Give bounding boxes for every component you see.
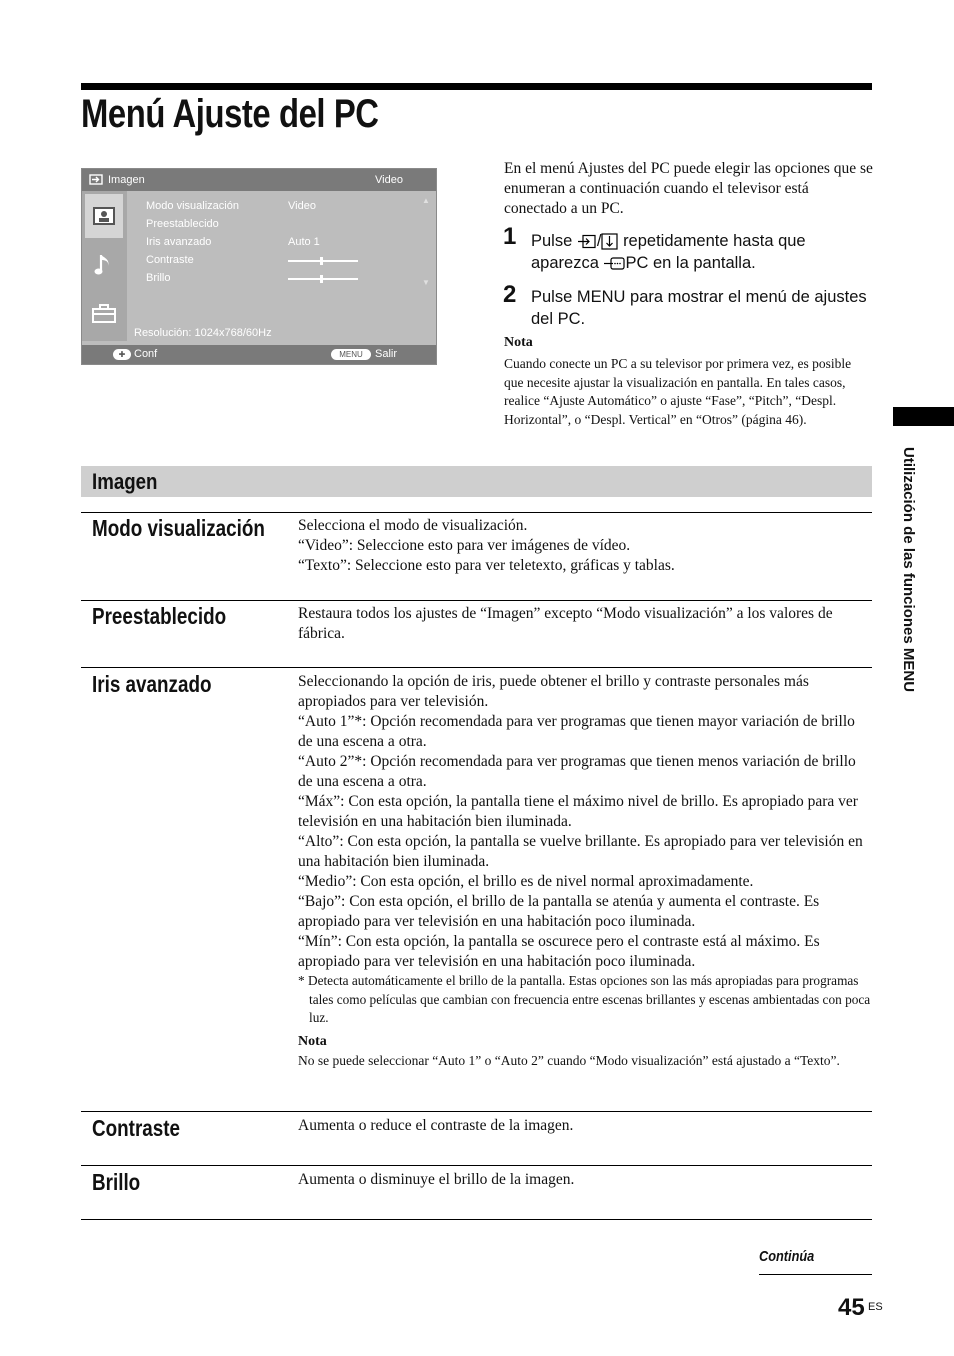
step-number: 1	[503, 223, 517, 250]
continue-label: Continúa	[759, 1248, 815, 1265]
row-divider	[81, 1111, 872, 1112]
contrast-slider	[288, 260, 358, 262]
note-heading: Nota	[504, 335, 533, 350]
tv-menu-item: Preestablecido	[146, 218, 219, 230]
row-body	[298, 1116, 872, 1136]
tv-input-icon	[601, 233, 618, 250]
tv-menu-footer-exit: Salir	[375, 348, 398, 360]
row-title: Iris avanzado	[92, 671, 212, 697]
note-text: Cuando conecte un PC a su televisor por primera vez, es posible que necesite ajustar la visualización en pantalla. En tales casos, realice “Ajuste Automático” o ajuste “Fase”, “Pitch”, “Despl. Horizontal”, o “Despl. Vertical” en “Otros” (página 46).	[504, 356, 852, 427]
section-heading-band	[81, 466, 872, 497]
row-divider	[81, 600, 872, 601]
scroll-up-icon: ▲	[422, 196, 430, 205]
section-heading: Imagen	[92, 469, 158, 494]
music-note-icon	[85, 243, 123, 287]
row-line: “Texto”: Seleccione esto para ver teletexto, gráficas y tablas.	[298, 557, 675, 574]
row-body	[298, 516, 872, 576]
tv-menu-item-value: Video	[288, 200, 316, 212]
row-body	[298, 1170, 872, 1190]
row-body	[298, 604, 872, 644]
step-number: 2	[503, 281, 517, 308]
tv-menu-item: Contraste	[146, 254, 194, 266]
row-line: Aumenta o reduce el contraste de la imagen.	[298, 1117, 574, 1134]
tv-menu-item-value: Auto 1	[288, 236, 320, 248]
tv-menu-header-mode: Video	[375, 174, 403, 186]
row-line: Aumenta o disminuye el brillo de la imagen.	[298, 1171, 575, 1188]
step-2-text: Pulse MENU para mostrar el menú de ajustes del PC.	[531, 288, 867, 328]
tv-menu-item: Iris avanzado	[146, 236, 212, 248]
tv-menu-item: Modo visualización	[146, 200, 239, 212]
row-title: Contraste	[92, 1115, 181, 1141]
row-divider	[81, 512, 872, 513]
pc-input-icon	[603, 256, 625, 271]
row-body	[298, 672, 872, 1070]
row-line: “Bajo”: Con esta opción, el brillo de la pantalla se atenúa y aumenta el contraste. Es apropiado para ver televisión en una habitación poco iluminada.	[298, 893, 820, 930]
row-line: Selecciona el modo de visualización.	[298, 517, 528, 534]
row-line: “Auto 1”*: Opción recomendada para ver programas que tienen mayor variación de brillo de una escena a otra.	[298, 713, 855, 750]
page-language: ES	[868, 1301, 883, 1313]
row-line: “Máx”: Con esta opción, la pantalla tiene el máximo nivel de brillo. Es apropiado para ver televisión en una habitación bien iluminada.	[298, 793, 858, 830]
step-1-text: Pulse / repetidamente hasta que aparezca PC en la pantalla.	[531, 232, 806, 272]
row-title: Modo visualización	[92, 515, 265, 541]
picture-icon	[85, 194, 123, 238]
side-tab-marker	[893, 407, 954, 426]
tv-menu-header	[82, 169, 436, 191]
row-title: Brillo	[92, 1169, 141, 1195]
input-icon	[89, 174, 103, 185]
row-title: Preestablecido	[92, 603, 227, 629]
continue-rule	[759, 1274, 872, 1275]
row-line: “Mín”: Con esta opción, la pantalla se oscurece pero el contraste está al máximo. Es apropiado para ver televisión en una habitación poco iluminada.	[298, 933, 820, 970]
menu-button-pill: MENU	[331, 349, 371, 360]
tv-menu-footer	[82, 345, 436, 364]
scroll-down-icon: ▼	[422, 278, 430, 287]
row-line: “Video”: Seleccione esto para ver imágenes de vídeo.	[298, 537, 631, 554]
page-number: 45	[838, 1294, 865, 1321]
note-heading: Nota	[298, 1033, 327, 1049]
tv-menu-resolution: Resolución: 1024x768/60Hz	[134, 327, 272, 339]
step-1-part-b: repetidamente hasta que aparezca	[531, 232, 806, 272]
side-tab-label	[895, 447, 919, 747]
row-divider	[81, 1165, 872, 1166]
dpad-icon: ✚	[113, 349, 131, 360]
brightness-slider	[288, 278, 358, 280]
row-line: Seleccionando la opción de iris, puede obtener el brillo y contraste personales más apropiados para ver televisión.	[298, 673, 809, 710]
tv-menu-footer-conf: Conf	[134, 348, 158, 360]
row-divider	[81, 667, 872, 668]
row-footnote: * Detecta automáticamente el brillo de la pantalla. Estas opciones son las más apropiadas para programas tales como películas que cambian con frecuencia entre escenas brillantes y escenas ambientadas con poca luz.	[298, 973, 871, 1025]
input-icon	[577, 234, 597, 249]
note-text: No se puede seleccionar “Auto 1” o “Auto 2” cuando “Modo visualización” está ajustado a “Texto”.	[298, 1052, 840, 1068]
row-line: “Medio”: Con esta opción, el brillo es de nivel normal aproximadamente.	[298, 873, 754, 890]
row-line: “Auto 2”*: Opción recomendada para ver programas que tienen menos variación de brillo de una escena a otra.	[298, 753, 856, 790]
toolbox-icon	[85, 291, 123, 335]
step-1-part-c: PC en la pantalla.	[625, 254, 756, 272]
row-line: “Alto”: Con esta opción, la pantalla se vuelve brillante. Es apropiado para ver televisión en una habitación bien iluminada.	[298, 833, 863, 870]
tv-menu-items	[127, 191, 436, 343]
row-line: Restaura todos los ajustes de “Imagen” excepto “Modo visualización” a los valores de fábrica.	[298, 605, 833, 642]
tv-menu-sidebar	[82, 191, 127, 341]
tv-menu-item: Brillo	[146, 272, 171, 284]
step-1-part-a: Pulse	[531, 232, 573, 250]
intro-text: En el menú Ajustes del PC puede elegir las opciones que se enumeran a continuación cuando el televisor está conectado a un PC.	[504, 160, 873, 217]
tv-menu-screenshot	[81, 168, 437, 365]
row-divider	[81, 1219, 872, 1220]
top-rule	[81, 83, 872, 90]
side-tab-text: Utilización de las funciones MENU	[900, 447, 917, 693]
tv-menu-header-title: Imagen	[108, 174, 145, 186]
page-title: Menú Ajuste del PC	[81, 92, 379, 136]
